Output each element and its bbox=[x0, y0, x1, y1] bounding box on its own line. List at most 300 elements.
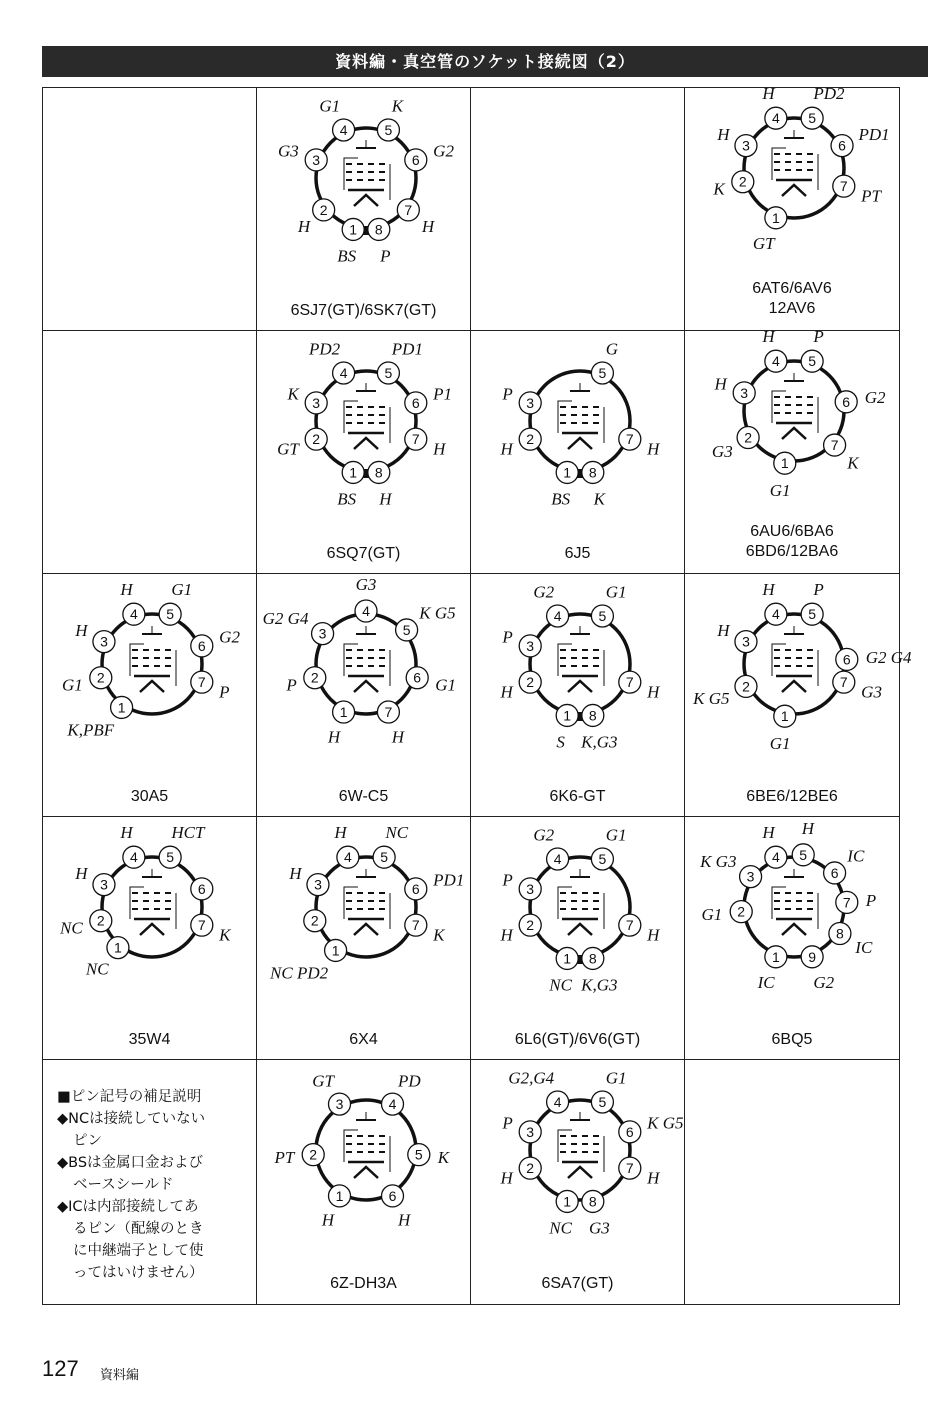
pin-label: GT bbox=[752, 234, 775, 254]
pin-label: HCT bbox=[171, 822, 205, 842]
tube-type-caption: 12AV6 bbox=[768, 300, 816, 317]
pin bbox=[716, 621, 757, 652]
pin bbox=[533, 825, 568, 869]
pin-number: 8 bbox=[588, 464, 597, 481]
pin-number: 4 bbox=[553, 607, 562, 624]
pin-label: H bbox=[500, 439, 513, 459]
pin bbox=[333, 823, 359, 868]
socket-diagram bbox=[685, 817, 899, 1060]
pin-label: G1 bbox=[171, 579, 193, 599]
pin bbox=[312, 1072, 350, 1115]
pin-label: G3 bbox=[861, 682, 882, 702]
pin-label: GT bbox=[312, 1071, 334, 1091]
pin-number: 8 bbox=[588, 707, 597, 724]
pin-number: 3 bbox=[742, 137, 750, 154]
notes-line: に中継端子として使 bbox=[73, 1243, 204, 1259]
pin-number: 5 bbox=[598, 1093, 607, 1110]
pin-label: K bbox=[287, 384, 299, 404]
pin-number: 1 bbox=[780, 708, 789, 725]
pin bbox=[831, 125, 890, 156]
socket-diagram bbox=[257, 331, 471, 574]
pin bbox=[297, 199, 335, 236]
pin-label: K bbox=[713, 179, 725, 199]
tube-type-caption: 6Z-DH3A bbox=[330, 1275, 397, 1292]
pin-label: H bbox=[714, 374, 727, 394]
tube-electrodes bbox=[344, 383, 390, 449]
pin-label: K bbox=[847, 453, 859, 473]
pin bbox=[712, 427, 759, 462]
pin bbox=[382, 1072, 422, 1115]
pin-label: H bbox=[75, 864, 88, 884]
tube-electrodes bbox=[344, 140, 390, 206]
pin-label: P bbox=[502, 627, 513, 647]
pin-number: 2 bbox=[526, 1160, 535, 1177]
pin bbox=[501, 628, 541, 657]
pin bbox=[191, 914, 232, 944]
pin-label: H bbox=[500, 925, 513, 945]
pin-number: 2 bbox=[738, 173, 747, 190]
pin-number: 7 bbox=[830, 437, 839, 454]
pin-label: H bbox=[289, 864, 302, 884]
pin-label: H bbox=[321, 1210, 334, 1230]
pin-number: 6 bbox=[197, 637, 206, 654]
tube-type-caption: 6W-C5 bbox=[338, 788, 389, 805]
pin bbox=[582, 461, 607, 508]
pin-label: H bbox=[297, 217, 311, 237]
pin-number: 6 bbox=[830, 864, 839, 881]
pin-label: H bbox=[500, 1168, 513, 1188]
pin bbox=[591, 825, 626, 869]
pin bbox=[304, 910, 326, 932]
pin bbox=[508, 1068, 568, 1112]
pin-label: GT bbox=[277, 439, 299, 459]
socket-diagram bbox=[471, 331, 685, 574]
pin-label: K bbox=[219, 925, 231, 945]
pin bbox=[382, 1185, 413, 1229]
pin-label: PD2 bbox=[813, 83, 845, 103]
pin-label: K,G3 bbox=[581, 975, 618, 995]
pin-number: 6 bbox=[842, 651, 851, 668]
pin-number: 1 bbox=[331, 942, 340, 959]
pin-number: 7 bbox=[197, 917, 206, 934]
notes-line: ◆NCは接続していない bbox=[57, 1111, 206, 1127]
pin-label: G1 bbox=[61, 675, 83, 695]
tube-electrodes bbox=[558, 869, 604, 935]
pin-label: H bbox=[647, 439, 660, 459]
pin-label: BS bbox=[551, 489, 571, 509]
pin bbox=[501, 871, 541, 900]
pin bbox=[191, 628, 241, 657]
pin-number: 1 bbox=[563, 1193, 572, 1210]
pin bbox=[801, 580, 824, 625]
pin-number: 4 bbox=[553, 850, 562, 867]
pin bbox=[368, 461, 393, 508]
pin-number: 4 bbox=[771, 849, 780, 866]
pin bbox=[405, 914, 446, 944]
pin-number: 7 bbox=[411, 917, 420, 934]
pin-number: 4 bbox=[339, 364, 348, 381]
tube-electrodes bbox=[344, 869, 390, 935]
tube-socket-cell bbox=[43, 817, 257, 1060]
notes-line: ◆ICは内部接続してあ bbox=[57, 1199, 199, 1215]
pin-label: G3 bbox=[278, 141, 299, 161]
pin-number: 7 bbox=[842, 894, 851, 911]
pin-number: 3 bbox=[746, 868, 755, 885]
pin bbox=[327, 701, 355, 746]
tube-type-caption: 6AT6/6AV6 bbox=[752, 280, 832, 297]
pin bbox=[770, 705, 796, 753]
empty-cell bbox=[685, 1060, 899, 1304]
socket-diagram bbox=[257, 817, 471, 1060]
tube-type-caption: 6AU6/6BA6 bbox=[750, 523, 834, 540]
socket-diagram bbox=[43, 817, 257, 1060]
tube-socket-cell bbox=[685, 817, 899, 1060]
pin-number: 5 bbox=[380, 849, 389, 866]
pin-label: H bbox=[421, 217, 435, 237]
pin bbox=[337, 218, 364, 265]
pin bbox=[580, 704, 617, 751]
tube-electrodes bbox=[772, 869, 818, 935]
pin-label: K G5 bbox=[419, 603, 456, 623]
pin-label: H bbox=[647, 682, 660, 702]
pin-label: NC PD2 bbox=[270, 963, 329, 983]
pin-number: 2 bbox=[96, 669, 105, 686]
pin bbox=[712, 171, 753, 199]
pin-number: 5 bbox=[384, 364, 393, 381]
pin-number: 7 bbox=[625, 1160, 634, 1177]
pin bbox=[191, 878, 213, 900]
pin-number: 2 bbox=[742, 678, 750, 695]
pin-label: H bbox=[647, 1168, 660, 1188]
pin-label: H bbox=[327, 727, 341, 747]
pin-label: PT bbox=[274, 1147, 295, 1167]
pin bbox=[714, 375, 756, 404]
pin-number: 6 bbox=[197, 880, 206, 897]
pin bbox=[285, 667, 325, 695]
pin-label: G1 bbox=[769, 733, 791, 753]
page-header-title: 資料編・真空管のソケット接続図（2） bbox=[335, 52, 635, 71]
pin-number: 2 bbox=[96, 912, 105, 929]
pin-number: 3 bbox=[312, 151, 321, 168]
pin bbox=[792, 819, 816, 866]
pin bbox=[548, 1190, 578, 1237]
pin bbox=[405, 428, 447, 458]
pin bbox=[824, 847, 865, 884]
pin-number: 8 bbox=[836, 925, 844, 942]
tube-electrodes bbox=[344, 1112, 390, 1178]
tube-type-caption: 35W4 bbox=[128, 1031, 171, 1048]
pin-label: K,G3 bbox=[581, 732, 618, 752]
pin bbox=[801, 84, 845, 129]
pin bbox=[377, 339, 423, 383]
pin bbox=[500, 428, 542, 458]
pin-number: 5 bbox=[808, 353, 817, 370]
pin-number: 5 bbox=[799, 846, 808, 863]
page-number: 127 bbox=[42, 1356, 79, 1381]
pin-number: 3 bbox=[526, 394, 535, 411]
pin-number: 2 bbox=[310, 912, 319, 929]
pin-number: 2 bbox=[526, 431, 535, 448]
pin-label: H bbox=[762, 822, 775, 842]
pin-number: 7 bbox=[197, 674, 206, 691]
pin-number: 3 bbox=[335, 1096, 344, 1113]
pin-label: K bbox=[391, 96, 404, 116]
tube-socket-cell bbox=[471, 1060, 685, 1304]
pin-label: K,PBF bbox=[67, 720, 115, 740]
pin-label: IC bbox=[757, 973, 775, 993]
tube-type-caption: 30A5 bbox=[130, 788, 169, 805]
pin-number: 1 bbox=[563, 464, 572, 481]
pin bbox=[556, 704, 578, 751]
pin bbox=[829, 923, 873, 958]
socket-diagram bbox=[257, 1060, 471, 1304]
pin-number: 6 bbox=[842, 393, 851, 410]
tube-socket-cell bbox=[257, 574, 471, 817]
pin bbox=[591, 582, 626, 626]
pin-label: K bbox=[593, 489, 606, 509]
pin-label: P bbox=[865, 891, 877, 911]
pin-number: 5 bbox=[808, 110, 817, 127]
pin-number: 8 bbox=[588, 950, 597, 967]
pin bbox=[288, 864, 329, 895]
pin-label: PD2 bbox=[309, 339, 341, 359]
socket-diagram bbox=[471, 1060, 685, 1304]
pin-number: 4 bbox=[771, 110, 780, 127]
notes-block bbox=[57, 1086, 257, 1284]
pin bbox=[74, 621, 115, 652]
pin-number: 7 bbox=[625, 917, 634, 934]
pin bbox=[591, 1068, 626, 1112]
pin-label: G2 bbox=[219, 627, 240, 647]
pin-label: G1 bbox=[319, 96, 341, 116]
pin-number: 4 bbox=[129, 849, 138, 866]
tube-socket-cell bbox=[257, 1060, 471, 1304]
tube-socket-cell bbox=[685, 326, 899, 574]
pin-label: S bbox=[556, 732, 565, 752]
pin-label: K G5 bbox=[693, 688, 730, 708]
pin bbox=[801, 946, 835, 992]
pin-number: 1 bbox=[563, 950, 572, 967]
pin bbox=[159, 580, 192, 625]
pin-label: G1 bbox=[605, 1068, 627, 1088]
pin bbox=[702, 901, 753, 924]
pin-number: 5 bbox=[598, 850, 607, 867]
tube-electrodes bbox=[130, 869, 176, 935]
pin-label: NC bbox=[549, 975, 572, 995]
pin-label: P bbox=[380, 246, 391, 266]
tube-socket-cell bbox=[471, 331, 685, 574]
pin bbox=[501, 385, 541, 414]
pin bbox=[761, 84, 787, 129]
pin-label: G2 bbox=[433, 141, 454, 161]
pin-label: G3 bbox=[711, 442, 733, 461]
pin-number: 7 bbox=[839, 178, 848, 195]
pin-number: 8 bbox=[374, 221, 383, 238]
pin bbox=[405, 142, 455, 171]
pin-label: PT bbox=[861, 186, 882, 206]
pin bbox=[582, 1190, 610, 1237]
pin-label: PD1 bbox=[433, 870, 465, 890]
tube-socket-cell bbox=[257, 331, 471, 574]
pin-number: 2 bbox=[312, 431, 321, 448]
pin bbox=[319, 96, 354, 140]
pin bbox=[824, 434, 861, 472]
page-header bbox=[42, 46, 928, 77]
pin-number: 5 bbox=[166, 606, 175, 623]
pin-label: G bbox=[605, 339, 619, 359]
pin-label: NC bbox=[60, 918, 83, 938]
pin-label: P1 bbox=[433, 384, 453, 404]
notes-line: ベースシールド bbox=[73, 1177, 174, 1193]
pin-number: 4 bbox=[343, 849, 352, 866]
socket-diagram bbox=[43, 574, 257, 817]
tube-socket-cell bbox=[685, 574, 912, 817]
pin bbox=[619, 671, 661, 701]
pin-label: BS bbox=[337, 489, 357, 509]
pin-label: H bbox=[717, 125, 730, 145]
pin bbox=[770, 452, 796, 500]
socket-diagram-grid bbox=[42, 83, 912, 1305]
pin-number: 1 bbox=[117, 699, 126, 716]
pin bbox=[833, 175, 883, 205]
pin-label: P bbox=[502, 384, 513, 404]
pin-label: PD1 bbox=[391, 339, 423, 359]
pin bbox=[355, 575, 377, 622]
notes-line: ってはいけません） bbox=[73, 1265, 204, 1281]
tube-type-caption: 6BE6/12BE6 bbox=[746, 788, 838, 805]
empty-cell bbox=[43, 331, 257, 574]
pin-number: 5 bbox=[384, 121, 393, 138]
pin bbox=[692, 675, 757, 707]
pin bbox=[405, 385, 452, 414]
pin-number: 1 bbox=[349, 464, 358, 481]
pin bbox=[619, 1157, 661, 1187]
pin-label: P bbox=[502, 1113, 513, 1133]
pin-number: 1 bbox=[771, 948, 780, 965]
pin bbox=[619, 914, 661, 944]
pin-number: 1 bbox=[335, 1187, 344, 1204]
pin-number: 2 bbox=[526, 674, 535, 691]
pin bbox=[716, 125, 757, 156]
notes-line: るピン（配線のとき bbox=[73, 1221, 204, 1237]
socket-diagram bbox=[257, 574, 471, 817]
pin-number: 4 bbox=[388, 1096, 397, 1113]
tube-socket-cell bbox=[257, 88, 471, 331]
pin bbox=[278, 142, 327, 171]
tube-type-caption: 6BQ5 bbox=[771, 1031, 813, 1048]
pin-number: 6 bbox=[838, 137, 846, 154]
pin-number: 3 bbox=[740, 384, 749, 401]
pin bbox=[500, 671, 542, 701]
pin-number: 1 bbox=[114, 939, 122, 956]
pin-label: G2 G4 bbox=[262, 609, 309, 629]
pin-label: P bbox=[286, 675, 297, 695]
pin-label: G1 bbox=[605, 582, 627, 602]
pin-number: 3 bbox=[100, 876, 108, 893]
pin bbox=[377, 96, 404, 140]
notes-line: ピン bbox=[73, 1133, 102, 1149]
pin-label: PD1 bbox=[858, 125, 890, 145]
pin bbox=[405, 871, 465, 900]
pin bbox=[396, 604, 456, 641]
pin-label: K G3 bbox=[700, 852, 737, 872]
pin bbox=[801, 327, 824, 372]
pin bbox=[191, 671, 230, 701]
pin-number: 5 bbox=[598, 607, 607, 624]
pin-label: BS bbox=[337, 246, 357, 266]
pin-label: PD bbox=[398, 1071, 421, 1091]
pin bbox=[159, 823, 206, 868]
pin bbox=[699, 852, 761, 887]
pin-symbol-notes bbox=[43, 1060, 257, 1304]
tube-type-caption: 6BD6/12BA6 bbox=[745, 543, 839, 560]
pin-label: IC bbox=[847, 846, 865, 866]
pin-label: G1 bbox=[701, 904, 723, 924]
pin-label: H bbox=[75, 621, 88, 641]
pin-label: NC bbox=[549, 1218, 572, 1238]
pin-label: G1 bbox=[605, 825, 627, 845]
pin bbox=[119, 823, 145, 868]
pin bbox=[308, 339, 355, 383]
pin-number: 6 bbox=[388, 1187, 397, 1204]
tube-socket-cell bbox=[471, 817, 685, 1060]
pin bbox=[757, 946, 787, 992]
pin bbox=[619, 1114, 684, 1143]
pin bbox=[761, 823, 787, 868]
pin-number: 7 bbox=[384, 704, 393, 721]
pin-label: G1 bbox=[435, 675, 457, 695]
pin-label: H bbox=[762, 579, 775, 599]
pin-number: 9 bbox=[808, 948, 817, 965]
notes-title: ■ピン記号の補足説明 bbox=[57, 1089, 202, 1105]
tube-electrodes bbox=[558, 626, 604, 692]
pin bbox=[551, 461, 578, 508]
pin-label: H bbox=[762, 83, 775, 103]
tube-electrodes bbox=[772, 130, 818, 196]
section-label: 資料編 bbox=[100, 1368, 140, 1383]
pin-label: H bbox=[717, 621, 730, 641]
tube-electrodes bbox=[130, 626, 176, 692]
pin-number: 2 bbox=[310, 669, 319, 686]
pin-label: H bbox=[120, 579, 133, 599]
pin-label: H bbox=[398, 1210, 411, 1230]
pin-number: 3 bbox=[318, 625, 327, 642]
pin bbox=[286, 385, 327, 414]
pin-number: 3 bbox=[100, 633, 108, 650]
pin-number: 4 bbox=[339, 121, 348, 138]
pin-number: 1 bbox=[349, 221, 358, 238]
pin-label: P bbox=[502, 870, 513, 890]
pin-number: 3 bbox=[526, 637, 535, 654]
pin-number: 7 bbox=[625, 431, 634, 448]
pin-number: 3 bbox=[526, 1123, 535, 1140]
pin-label: H bbox=[762, 326, 775, 346]
pin bbox=[501, 1114, 541, 1143]
pin-number: 5 bbox=[166, 849, 175, 866]
pin-label: G2 bbox=[864, 388, 886, 408]
pin-number: 7 bbox=[411, 431, 420, 448]
empty-cell bbox=[471, 88, 685, 331]
pin-number: 6 bbox=[625, 1123, 634, 1140]
pin bbox=[836, 648, 912, 670]
pin bbox=[500, 1157, 542, 1187]
pin bbox=[269, 939, 347, 982]
tube-electrodes bbox=[558, 383, 604, 449]
pin-label: G3 bbox=[355, 575, 377, 594]
pin-number: 6 bbox=[413, 669, 422, 686]
pin-number: 6 bbox=[411, 880, 420, 897]
pin bbox=[277, 428, 327, 458]
